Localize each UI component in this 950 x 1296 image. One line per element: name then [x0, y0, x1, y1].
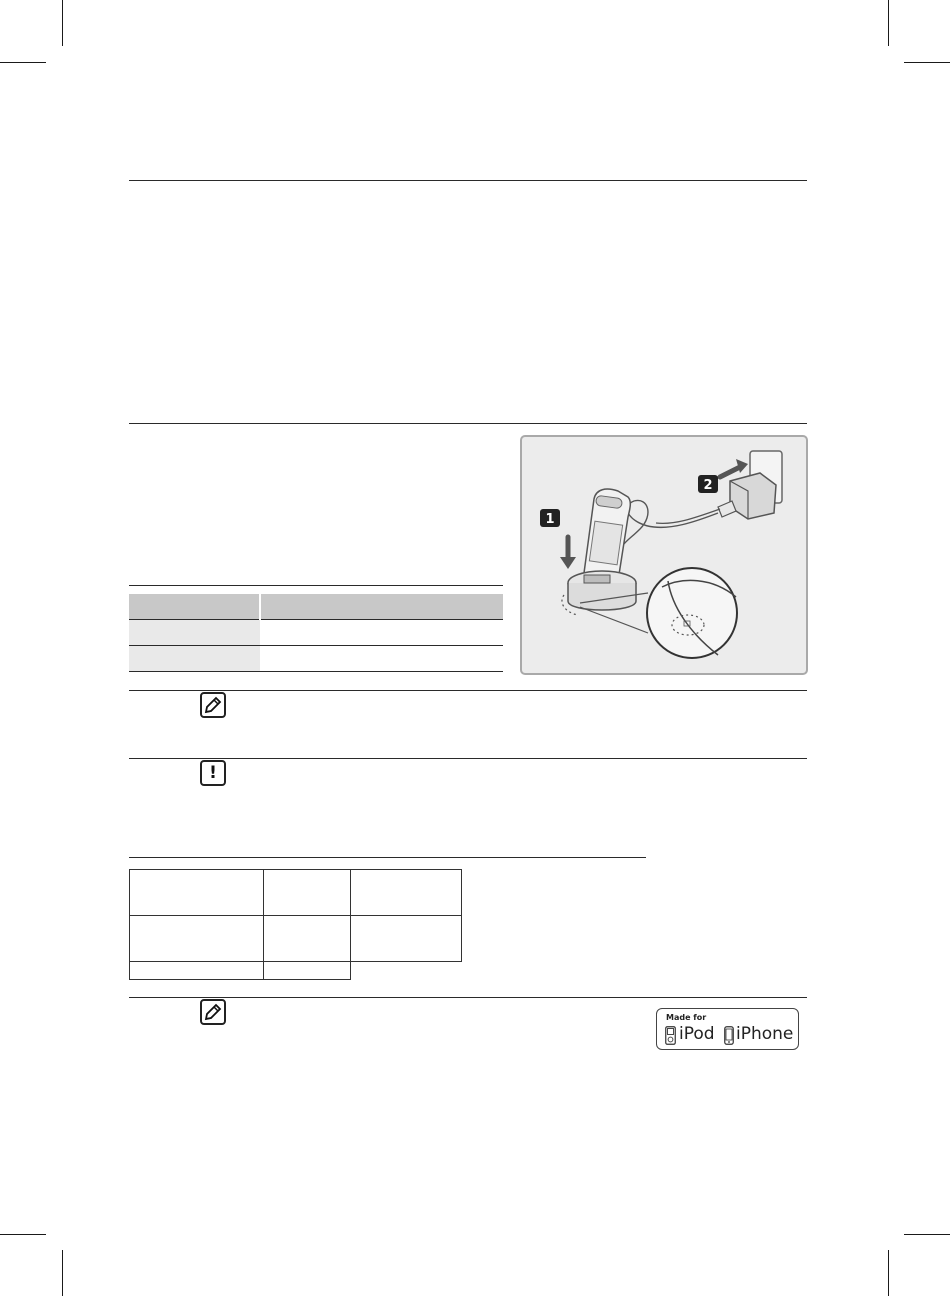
spec-table-row: [129, 646, 503, 672]
note-rule-2: [129, 997, 807, 998]
compat-table-cell: [130, 870, 264, 916]
compat-table-cell-empty: [351, 962, 462, 980]
badge-iphone-text: iPhone: [736, 1024, 794, 1044]
crop-mark-top-left-v: [62, 0, 63, 46]
compat-table-row: [130, 870, 462, 916]
spec-table-cell: [129, 620, 260, 646]
spec-table-cell: [129, 646, 260, 672]
compat-table-cell: [351, 870, 462, 916]
compat-table-cell: [264, 916, 351, 962]
iphone-device-icon: [724, 1026, 734, 1045]
spec-table-row: [129, 620, 503, 646]
spec-table-top-rule: [129, 585, 503, 586]
spec-table-header-cell: [260, 594, 503, 620]
compat-table-cell: [130, 962, 264, 980]
crop-mark-top-right-h: [904, 62, 950, 63]
spec-table: [129, 594, 503, 672]
note-rule-1: [129, 690, 807, 691]
note-pencil-icon: [200, 692, 226, 718]
compat-table-top-rule: [129, 857, 646, 858]
crop-mark-bottom-left-h: [0, 1234, 46, 1235]
crop-mark-top-left-h: [0, 62, 46, 63]
spec-table-header-row: [129, 594, 503, 620]
dock-illustration: [522, 437, 806, 673]
spec-table-cell: [260, 646, 503, 672]
compat-table-cell: [264, 962, 351, 980]
spec-table-header-cell: [129, 594, 260, 620]
step-1-label: 1: [545, 512, 555, 527]
section-rule-top: [129, 180, 807, 181]
compat-table-row: [130, 916, 462, 962]
caution-exclamation-icon: !: [200, 760, 226, 786]
compat-table-cell: [351, 916, 462, 962]
crop-mark-top-right-v: [888, 0, 889, 46]
spec-table-cell: [260, 620, 503, 646]
caution-rule: [129, 758, 807, 759]
dock-connection-figure: [520, 435, 808, 675]
made-for-ipod-iphone-badge: [656, 1008, 799, 1050]
badge-ipod-text: iPod: [679, 1024, 715, 1044]
section-rule-middle: [129, 423, 807, 424]
step-2-label: 2: [703, 478, 713, 493]
compat-table: [129, 869, 462, 980]
crop-mark-bottom-left-v: [62, 1250, 63, 1296]
note-pencil-icon: [200, 999, 226, 1025]
compat-table-cell: [264, 870, 351, 916]
badge-made-for-text: Made for: [666, 1013, 707, 1022]
compat-table-cell: [130, 916, 264, 962]
crop-mark-bottom-right-h: [904, 1234, 950, 1235]
compat-table-row: [130, 962, 462, 980]
crop-mark-bottom-right-v: [888, 1250, 889, 1296]
ipod-device-icon: [665, 1026, 676, 1045]
